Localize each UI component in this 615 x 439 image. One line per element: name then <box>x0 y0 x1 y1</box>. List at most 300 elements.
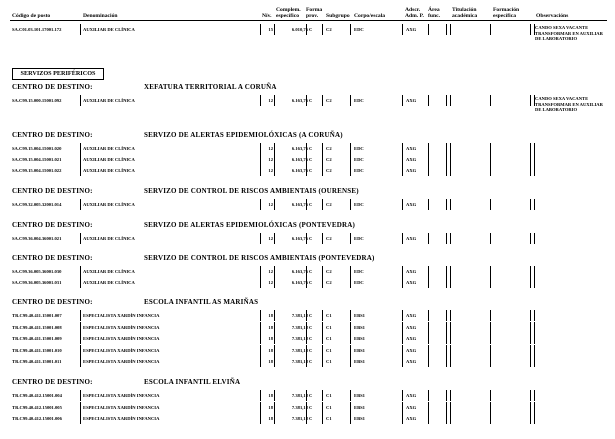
column-divider <box>322 322 323 333</box>
cell-sub: C1 <box>326 324 332 330</box>
cell-niv: 18 <box>268 393 273 398</box>
cell-corpo: EBS1 <box>354 404 365 410</box>
column-divider <box>402 322 403 333</box>
column-divider <box>322 345 323 356</box>
centre-name: ESCOLA INFANTIL AS MARIÑAS <box>144 298 259 306</box>
centre-name: SERVIZO DE ALERTAS EPIDEMIOLÓXICAS (PONTEVEDRA) <box>144 221 356 229</box>
column-divider <box>534 95 535 106</box>
cell-comp: 7.381,18 <box>291 393 308 398</box>
cell-den: ESPECIALISTA XARDÍN INFANCIA <box>83 347 160 353</box>
column-divider <box>350 95 351 106</box>
cell-corpo: EDC <box>354 98 364 103</box>
column-divider <box>534 390 535 401</box>
observation-text: CANDO SEXA VACANTE TRANSFORMAR EN AUXILIAR DE LABORATORIO <box>535 96 603 112</box>
cell-adscr: AXG <box>406 324 417 330</box>
column-divider <box>274 199 275 210</box>
column-divider <box>80 322 81 333</box>
cell-corpo: EDC <box>354 146 364 151</box>
column-divider <box>534 310 535 321</box>
column-divider <box>274 266 275 277</box>
column-divider <box>402 165 403 176</box>
column-divider <box>350 143 351 154</box>
table-row <box>10 322 607 333</box>
column-divider <box>450 413 451 424</box>
cell-forma: C <box>309 347 313 353</box>
column-divider <box>350 165 351 176</box>
cell-forma: C <box>309 157 313 162</box>
column-divider <box>534 233 535 244</box>
column-divider <box>402 24 403 35</box>
cell-niv: 12 <box>268 98 273 103</box>
cell-corpo: EDC <box>354 280 364 285</box>
column-divider <box>260 277 261 288</box>
column-divider <box>446 310 447 321</box>
centre-name: ESCOLA INFANTIL ELVIÑA <box>144 378 241 386</box>
column-divider <box>428 277 429 288</box>
column-divider <box>80 199 81 210</box>
centre-label: CENTRO DE DESTINO: <box>12 131 93 139</box>
cell-code: TR.C99.40.411.15001.008 <box>12 324 62 330</box>
column-divider <box>446 402 447 413</box>
column-divider <box>530 333 531 344</box>
column-divider <box>530 143 531 154</box>
column-divider <box>446 345 447 356</box>
cell-forma: C <box>309 27 313 32</box>
table-row <box>10 154 607 165</box>
centre-label: CENTRO DE DESTINO: <box>12 254 93 262</box>
column-divider <box>260 95 261 106</box>
cell-code: SA.C99.36.005.36001.030 <box>12 269 62 274</box>
column-divider <box>274 24 275 35</box>
column-divider <box>322 95 323 106</box>
table-row <box>10 356 607 367</box>
column-divider <box>274 95 275 106</box>
column-divider <box>530 154 531 165</box>
column-divider <box>446 199 447 210</box>
header-titulacion: Titulación académica <box>452 7 478 19</box>
column-divider <box>350 413 351 424</box>
column-divider <box>450 277 451 288</box>
column-divider <box>450 345 451 356</box>
column-divider <box>450 333 451 344</box>
cell-code: SA.C01.03.101.17001.172 <box>12 27 62 32</box>
table-row <box>10 143 607 154</box>
column-divider <box>530 356 531 367</box>
column-divider <box>446 143 447 154</box>
cell-forma: C <box>309 359 313 364</box>
cell-corpo: EDC <box>354 168 364 173</box>
column-divider <box>534 277 535 288</box>
column-divider <box>450 390 451 401</box>
column-divider <box>350 390 351 401</box>
cell-corpo: EDC <box>354 202 364 207</box>
cell-den: ESPECIALISTA XARDÍN INFANCIA <box>83 336 160 341</box>
cell-den: ESPECIALISTA XARDÍN INFANCIA <box>83 416 160 421</box>
cell-den: AUXILIAR DE CLÍNICA <box>83 168 135 173</box>
column-divider <box>260 310 261 321</box>
column-divider <box>428 356 429 367</box>
cell-comp: 7.381,18 <box>291 336 308 341</box>
column-divider <box>450 143 451 154</box>
centre-name: XEFATURA TERRITORIAL A CORUÑA <box>144 83 277 91</box>
column-divider <box>80 165 81 176</box>
cell-comp: 6.163,76 <box>291 157 308 162</box>
header-subgrupo: Subgrupo <box>326 13 350 19</box>
column-divider <box>450 310 451 321</box>
column-divider <box>490 413 491 424</box>
header-corpo: Corpo/escala <box>354 13 386 19</box>
column-divider <box>80 233 81 244</box>
column-divider <box>322 356 323 367</box>
cell-code: TR.C99.40.412.15001.004 <box>12 393 62 398</box>
cell-code: SA.C99.15.000.15001.092 <box>12 98 62 103</box>
cell-den: AUXILIAR DE CLÍNICA <box>83 202 135 207</box>
column-divider <box>446 154 447 165</box>
cell-niv: 12 <box>268 280 273 285</box>
column-divider <box>274 277 275 288</box>
column-divider <box>402 356 403 367</box>
cell-code: TR.C99.40.412.15001.005 <box>12 404 62 410</box>
cell-comp: 7.381,18 <box>291 359 308 364</box>
column-divider <box>80 277 81 288</box>
column-divider <box>350 277 351 288</box>
column-divider <box>450 356 451 367</box>
cell-corpo: EDC <box>354 269 364 274</box>
column-divider <box>446 413 447 424</box>
cell-adscr: AXG <box>406 359 417 364</box>
cell-corpo: EBS1 <box>354 416 365 421</box>
column-divider <box>274 165 275 176</box>
column-divider <box>274 402 275 413</box>
column-divider <box>80 266 81 277</box>
column-divider <box>490 95 491 106</box>
column-divider <box>428 390 429 401</box>
column-divider <box>350 24 351 35</box>
centre-name: SERVIZO DE CONTROL DE RISCOS AMBIENTAIS (PONTEVEDRA) <box>144 254 375 262</box>
column-divider <box>446 233 447 244</box>
column-divider <box>450 233 451 244</box>
column-divider <box>322 310 323 321</box>
column-divider <box>534 165 535 176</box>
column-divider <box>274 333 275 344</box>
cell-adscr: AXG <box>406 393 417 398</box>
cell-den: AUXILIAR DE CLÍNICA <box>83 236 135 241</box>
column-divider <box>490 277 491 288</box>
column-divider <box>260 345 261 356</box>
cell-den: AUXILIAR DE CLÍNICA <box>83 27 135 32</box>
column-divider <box>450 402 451 413</box>
cell-niv: 12 <box>268 157 273 162</box>
column-divider <box>80 143 81 154</box>
column-divider <box>530 390 531 401</box>
column-divider <box>534 345 535 356</box>
cell-den: ESPECIALISTA XARDÍN INFANCIA <box>83 404 160 410</box>
column-divider <box>350 333 351 344</box>
cell-code: TR.C99.40.411.15001.010 <box>12 347 62 353</box>
column-divider <box>350 356 351 367</box>
column-divider <box>446 277 447 288</box>
column-divider <box>534 266 535 277</box>
column-divider <box>402 233 403 244</box>
column-divider <box>402 199 403 210</box>
column-divider <box>530 199 531 210</box>
column-divider <box>322 413 323 424</box>
cell-sub: C2 <box>326 168 332 173</box>
column-divider <box>530 413 531 424</box>
cell-corpo: EDC <box>354 157 364 162</box>
column-divider <box>402 277 403 288</box>
table-row <box>10 266 607 277</box>
cell-den: AUXILIAR DE CLÍNICA <box>83 269 135 274</box>
header-forma: Forma prov. <box>306 7 323 19</box>
column-divider <box>490 345 491 356</box>
cell-niv: 18 <box>268 416 273 421</box>
cell-corpo: EBS1 <box>354 347 365 353</box>
cell-comp: 6.010,76 <box>291 27 308 32</box>
column-divider <box>490 310 491 321</box>
cell-niv: 12 <box>268 146 273 151</box>
cell-code: SA.C99.32.005.32001.014 <box>12 202 62 207</box>
centre-name: SERVIZO DE ALERTAS EPIDEMIOLÓXICAS (A CORUÑA) <box>144 131 343 139</box>
column-divider <box>490 266 491 277</box>
cell-adscr: AXG <box>406 202 417 207</box>
cell-den: ESPECIALISTA XARDÍN INFANCIA <box>83 313 160 318</box>
column-divider <box>428 310 429 321</box>
header-denominacion: Denominación <box>83 13 118 19</box>
cell-sub: C1 <box>326 347 332 353</box>
column-divider <box>274 390 275 401</box>
header-adscr: Adscr. Adm. P. <box>405 7 424 19</box>
column-divider <box>260 390 261 401</box>
cell-sub: C2 <box>326 236 332 241</box>
column-divider <box>322 143 323 154</box>
column-divider <box>402 413 403 424</box>
header-niv: Nív. <box>262 13 272 19</box>
cell-code: TR.C99.40.412.15001.006 <box>12 416 62 421</box>
column-divider <box>530 310 531 321</box>
cell-sub: C2 <box>326 157 332 162</box>
cell-adscr: AXG <box>406 336 417 341</box>
cell-forma: C <box>309 393 313 398</box>
column-divider <box>402 154 403 165</box>
cell-niv: 18 <box>268 347 273 353</box>
cell-den: ESPECIALISTA XARDÍN INFANCIA <box>83 393 160 398</box>
centre-label: CENTRO DE DESTINO: <box>12 221 93 229</box>
column-divider <box>274 356 275 367</box>
cell-sub: C2 <box>326 269 332 274</box>
cell-corpo: EBS1 <box>354 393 365 398</box>
column-divider <box>260 333 261 344</box>
cell-forma: C <box>309 324 313 330</box>
cell-niv: 12 <box>268 269 273 274</box>
cell-corpo: EDC <box>354 27 364 32</box>
column-divider <box>350 310 351 321</box>
column-divider <box>80 333 81 344</box>
column-divider <box>260 143 261 154</box>
centre-label: CENTRO DE DESTINO: <box>12 83 93 91</box>
cell-forma: C <box>309 202 313 207</box>
cell-code: SA.C99.36.005.36001.031 <box>12 280 62 285</box>
cell-adscr: AXG <box>406 404 417 410</box>
cell-niv: 12 <box>268 236 273 241</box>
cell-adscr: AXG <box>406 168 417 173</box>
cell-den: AUXILIAR DE CLÍNICA <box>83 146 135 151</box>
column-divider <box>490 143 491 154</box>
cell-sub: C1 <box>326 336 332 341</box>
column-divider <box>446 333 447 344</box>
column-divider <box>446 95 447 106</box>
cell-den: ESPECIALISTA XARDÍN INFANCIA <box>83 324 160 330</box>
column-divider <box>80 95 81 106</box>
column-divider <box>350 402 351 413</box>
column-divider <box>322 154 323 165</box>
column-divider <box>260 24 261 35</box>
column-divider <box>260 322 261 333</box>
column-divider <box>322 402 323 413</box>
column-divider <box>428 95 429 106</box>
column-divider <box>450 154 451 165</box>
column-divider <box>350 199 351 210</box>
column-divider <box>534 143 535 154</box>
column-divider <box>80 402 81 413</box>
cell-sub: C1 <box>326 393 332 398</box>
cell-code: SA.C99.15.004.15001.022 <box>12 168 62 173</box>
column-divider <box>322 24 323 35</box>
column-divider <box>534 154 535 165</box>
column-divider <box>530 402 531 413</box>
cell-forma: C <box>309 313 313 318</box>
cell-forma: C <box>309 98 313 103</box>
column-divider <box>530 322 531 333</box>
cell-niv: 12 <box>268 202 273 207</box>
column-divider <box>446 322 447 333</box>
column-divider <box>428 322 429 333</box>
column-divider <box>274 143 275 154</box>
cell-adscr: AXG <box>406 313 417 318</box>
column-divider <box>322 199 323 210</box>
column-divider <box>530 95 531 106</box>
column-divider <box>428 199 429 210</box>
column-divider <box>490 390 491 401</box>
cell-corpo: EDC <box>354 236 364 241</box>
cell-adscr: AXG <box>406 280 417 285</box>
cell-code: SA.C99.15.004.15001.020 <box>12 146 62 151</box>
cell-comp: 6.163,76 <box>291 146 308 151</box>
cell-sub: C2 <box>326 27 332 32</box>
column-divider <box>350 154 351 165</box>
cell-sub: C2 <box>326 202 332 207</box>
cell-niv: 15 <box>268 27 273 32</box>
column-divider <box>450 95 451 106</box>
column-divider <box>80 310 81 321</box>
cell-comp: 6.163,76 <box>291 98 308 103</box>
cell-adscr: AXG <box>406 416 417 421</box>
column-divider <box>490 199 491 210</box>
cell-sub: C1 <box>326 416 332 421</box>
column-divider <box>350 345 351 356</box>
cell-comp: 7.381,18 <box>291 416 308 421</box>
column-divider <box>446 24 447 35</box>
cell-forma: C <box>309 146 313 151</box>
observation-text: CANDO SEXA VACANTE TRANSFORMAR EN AUXILIAR DE LABORATORIO <box>535 25 603 41</box>
cell-niv: 18 <box>268 359 273 364</box>
column-divider <box>428 143 429 154</box>
header-codigo: Código de posto <box>12 13 51 19</box>
column-divider <box>260 165 261 176</box>
column-divider <box>350 266 351 277</box>
column-divider <box>490 333 491 344</box>
column-divider <box>530 233 531 244</box>
column-divider <box>402 310 403 321</box>
column-divider <box>490 356 491 367</box>
column-divider <box>402 333 403 344</box>
column-divider <box>446 266 447 277</box>
column-divider <box>490 402 491 413</box>
cell-adscr: AXG <box>406 157 417 162</box>
cell-adscr: AXG <box>406 236 417 241</box>
column-divider <box>530 266 531 277</box>
column-divider <box>274 322 275 333</box>
cell-adscr: AXG <box>406 146 417 151</box>
column-divider <box>260 154 261 165</box>
column-divider <box>490 154 491 165</box>
column-divider <box>260 413 261 424</box>
column-divider <box>402 345 403 356</box>
cell-corpo: EBS1 <box>354 359 365 364</box>
cell-code: SA.C99.15.004.15001.021 <box>12 157 62 162</box>
cell-adscr: AXG <box>406 347 417 353</box>
column-divider <box>260 266 261 277</box>
cell-code: SA.C99.36.004.36001.021 <box>12 236 62 241</box>
column-divider <box>490 24 491 35</box>
table-row <box>10 233 607 244</box>
cell-comp: 7.381,18 <box>291 347 308 353</box>
cell-comp: 7.381,18 <box>291 324 308 330</box>
column-divider <box>428 333 429 344</box>
column-divider <box>322 333 323 344</box>
column-divider <box>260 356 261 367</box>
column-divider <box>428 233 429 244</box>
cell-den: ESPECIALISTA XARDÍN INFANCIA <box>83 359 160 364</box>
column-divider <box>490 233 491 244</box>
centre-name: SERVIZO DE CONTROL DE RISCOS AMBIENTAIS (OURENSE) <box>144 187 359 195</box>
cell-forma: C <box>309 336 313 341</box>
cell-sub: C1 <box>326 313 332 318</box>
cell-code: TR.C99.40.411.15001.007 <box>12 313 62 318</box>
cell-corpo: EBS1 <box>354 336 365 341</box>
cell-comp: 7.381,18 <box>291 313 308 318</box>
column-divider <box>530 345 531 356</box>
column-divider <box>260 402 261 413</box>
column-divider <box>428 165 429 176</box>
column-divider <box>450 24 451 35</box>
cell-comp: 6.163,76 <box>291 202 308 207</box>
cell-sub: C1 <box>326 359 332 364</box>
column-divider <box>274 413 275 424</box>
header-area: Área func. <box>428 7 440 19</box>
table-row <box>10 402 607 413</box>
table-row <box>10 24 607 35</box>
cell-comp: 6.163,76 <box>291 236 308 241</box>
cell-corpo: EBS1 <box>354 324 365 330</box>
table-row <box>10 333 607 344</box>
centre-label: CENTRO DE DESTINO: <box>12 378 93 386</box>
column-divider <box>450 322 451 333</box>
cell-sub: C2 <box>326 98 332 103</box>
column-divider <box>80 345 81 356</box>
column-divider <box>530 165 531 176</box>
cell-den: AUXILIAR DE CLÍNICA <box>83 157 135 162</box>
